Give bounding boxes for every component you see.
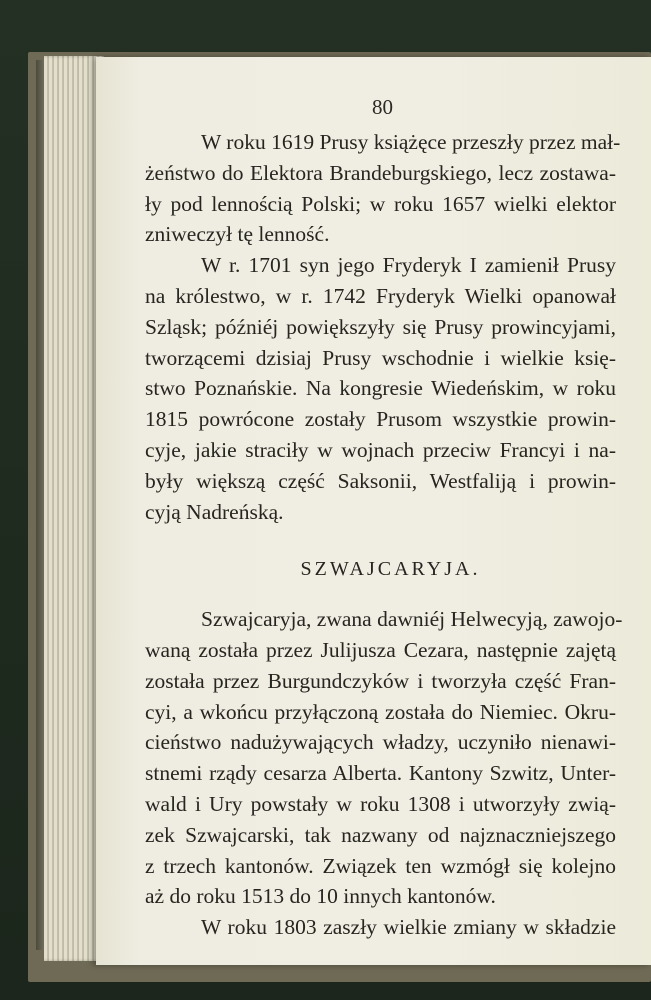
text-line: Szląsk; późniéj powiększyły się Prusy prowincyjami, xyxy=(145,314,616,339)
text-line: W roku 1619 Prusy książęce przeszły przez mał- xyxy=(201,130,621,154)
text-line: stwo Poznańskie. Na kongresie Wiedeńskim, w roku xyxy=(145,376,616,401)
text-line: cyi, a wkońcu przyłączoną została do Niemiec. Okru- xyxy=(145,699,616,724)
text-line: waną została przez Julijusza Cezara, następnie zajętą xyxy=(145,637,616,662)
text-line: były większą część Saksonii, Westfaliją i prowin- xyxy=(145,468,616,493)
text-line: W roku 1803 zaszły wielkie zmiany w składzie xyxy=(201,915,616,940)
text-line: zek Szwajcarski, tak nazwany od najznaczniejszego xyxy=(145,822,616,847)
text-line: W r. 1701 syn jego Fryderyk I zamienił Prusy xyxy=(201,253,616,278)
text-line: z trzech kantonów. Związek ten wzmógł się kolejno xyxy=(145,853,616,878)
text-line: 1815 powrócone zostały Prusom wszystkie prowin- xyxy=(145,407,616,432)
section-heading: SZWAJCARYJA. xyxy=(300,558,481,581)
text-line: tworzącemi dzisiaj Prusy wschodnie i wielkie księ- xyxy=(145,345,616,370)
text-line: stnemi rządy cesarza Alberta. Kantony Szwitz, Unter- xyxy=(145,761,616,786)
text-line: cyje, jakie straciły w wojnach przeciw Francyi i na- xyxy=(145,437,616,462)
text-line: Szwajcaryja, zwana dawniéj Helwecyją, zawojo- xyxy=(201,607,623,632)
text-line: żeństwo do Elektora Brandeburgskiego, lecz zostawa- xyxy=(145,160,616,185)
text-line: cyją Nadreńską. xyxy=(145,499,284,524)
page-number: 80 xyxy=(372,95,393,119)
text-line: aż do roku 1513 do 10 innych kantonów. xyxy=(145,884,496,909)
page-text xyxy=(145,127,623,943)
text-line: wald i Ury powstały w roku 1308 i utworzyły zwią- xyxy=(145,791,616,816)
text-line: ły pod lennością Polski; w roku 1657 wielki elektor xyxy=(145,191,616,216)
text-line: cieństwo nadużywających władzy, uczyniło nienawi- xyxy=(145,730,616,755)
text-line: została przez Burgundczyków i tworzyła część Fran- xyxy=(145,668,616,693)
book-page xyxy=(96,57,651,965)
text-line: na królestwo, w r. 1742 Fryderyk Wielki opanował xyxy=(145,283,616,308)
page-edges xyxy=(44,56,104,961)
text-line: zniweczył tę lenność. xyxy=(145,222,330,247)
